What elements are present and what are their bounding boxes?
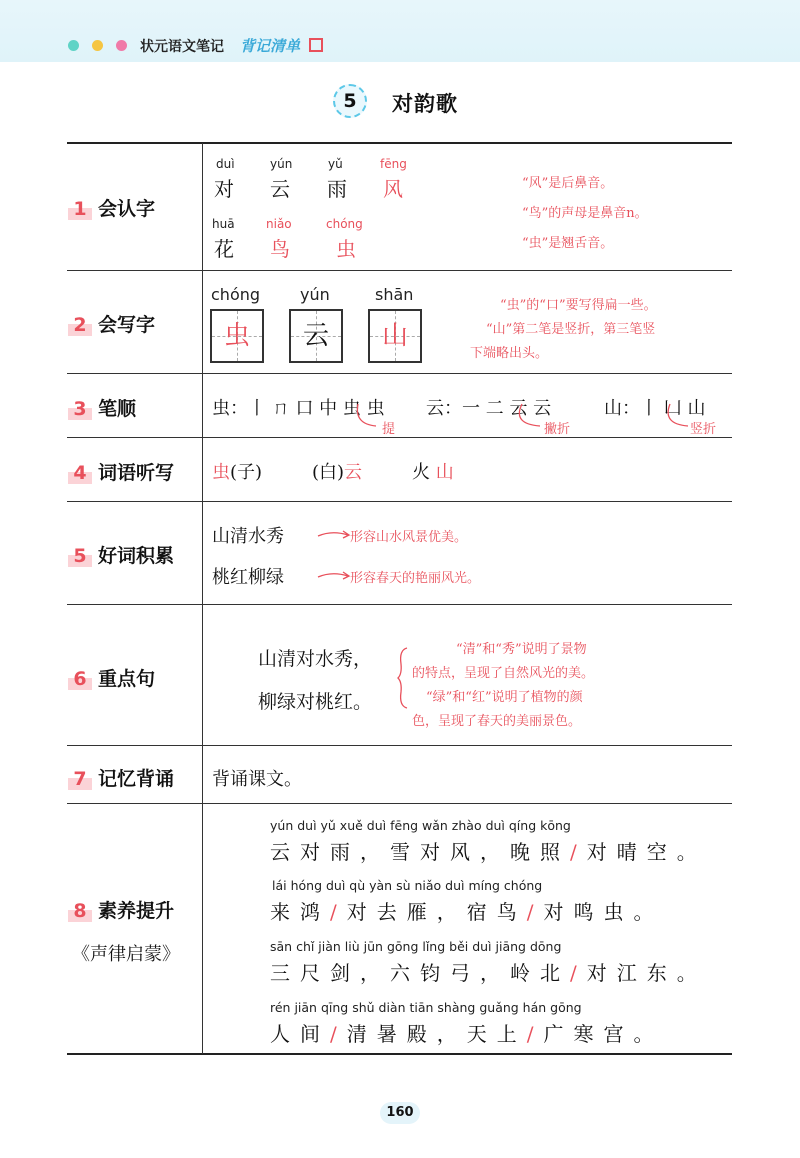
brand-title: 状元语文笔记 bbox=[140, 39, 224, 55]
table-bottom-border bbox=[67, 1053, 732, 1055]
pinyin: duì bbox=[216, 157, 235, 171]
writing-grid: 山 bbox=[368, 309, 422, 363]
pinyin: shān bbox=[375, 285, 414, 304]
checkbox-icon bbox=[309, 38, 323, 52]
section-sublabel: 《声律启蒙》 bbox=[72, 944, 180, 965]
poem-line: 三尺剑，六钧弓，岭北/对江东。 bbox=[270, 961, 707, 985]
section-label-good-words: 5 好词积累 bbox=[68, 541, 174, 568]
brace-icon bbox=[396, 646, 410, 710]
stroke-tip: 竖折 bbox=[690, 422, 717, 437]
dictation-word: (白)云 bbox=[312, 462, 363, 483]
key-sentence-note: “清”和“秀”说明了景物 bbox=[456, 642, 587, 657]
pinyin: fēng bbox=[380, 157, 407, 171]
dictation-word: 火 山 bbox=[412, 462, 454, 483]
section-label-recite: 7 记忆背诵 bbox=[68, 764, 174, 791]
section-label-stroke: 3 笔顺 bbox=[68, 394, 136, 421]
stroke-order-yun: 云：一 二 云 云 bbox=[426, 398, 552, 419]
pinyin: yún bbox=[300, 285, 330, 304]
row-divider bbox=[67, 270, 732, 271]
note: “虫”的“口”要写得扁一些。 bbox=[500, 298, 657, 313]
stroke-order-chong: 虫：丨 ㄇ 口 中 虫 虫 bbox=[212, 398, 385, 419]
key-sentence-line: 柳绿对桃红。 bbox=[258, 691, 373, 713]
arrow-icon bbox=[316, 528, 352, 542]
stroke-order-shan: 山：丨 凵 山 bbox=[604, 398, 706, 419]
pinyin: yún bbox=[270, 157, 293, 171]
poem-line: 人间/清暑殿，天上/广寒宫。 bbox=[270, 1022, 664, 1046]
pinyin: chóng bbox=[211, 285, 261, 304]
poem-pinyin: sān chǐ jiàn liù jūn gōng lǐng běi duì jiāng dōng bbox=[270, 939, 562, 954]
note: “鸟”的声母是鼻音n。 bbox=[522, 206, 648, 221]
writing-grid: 云 bbox=[289, 309, 343, 363]
recite-text: 背诵课文。 bbox=[212, 769, 302, 790]
hanzi: 雨 bbox=[327, 177, 347, 201]
hanzi: 云 bbox=[270, 177, 290, 201]
brand-subtitle: 背记清单 bbox=[240, 37, 301, 55]
note: “风”是后鼻音。 bbox=[522, 176, 614, 191]
poem-line: 云对雨，雪对风，晚照/对晴空。 bbox=[270, 840, 707, 864]
table-top-border bbox=[67, 142, 732, 144]
section-label-key-sentence: 6 重点句 bbox=[68, 664, 155, 691]
dot-icon bbox=[68, 40, 79, 51]
hanzi: 风 bbox=[383, 177, 403, 201]
good-word-note: 形容春天的艳丽风光。 bbox=[350, 571, 481, 586]
lesson-title: 对韵歌 bbox=[392, 92, 458, 116]
section-label-dictation: 4 词语听写 bbox=[68, 458, 174, 485]
row-divider bbox=[67, 745, 732, 746]
page-number: 160 bbox=[380, 1102, 420, 1124]
pinyin: huā bbox=[212, 217, 235, 231]
good-word: 桃红柳绿 bbox=[212, 567, 284, 588]
poem-line: 来鸿/对去雁，宿鸟/对鸣虫。 bbox=[270, 900, 664, 924]
key-sentence-line: 山清对水秀， bbox=[258, 648, 373, 670]
good-word-note: 形容山水风景优美。 bbox=[350, 530, 468, 545]
note: “山”第二笔是竖折，第三笔竖 bbox=[486, 322, 656, 337]
row-divider bbox=[67, 604, 732, 605]
pinyin: chóng bbox=[326, 217, 363, 231]
good-word: 山清水秀 bbox=[212, 526, 284, 547]
row-divider bbox=[67, 437, 732, 438]
pinyin: niǎo bbox=[266, 217, 292, 231]
key-sentence-note: 色，呈现了春天的美丽景色。 bbox=[412, 714, 582, 729]
header-bar bbox=[0, 0, 800, 62]
pinyin: yǔ bbox=[328, 157, 343, 171]
key-sentence-note: 的特点，呈现了自然风光的美。 bbox=[412, 666, 595, 681]
row-divider bbox=[67, 373, 732, 374]
lesson-number: 5 bbox=[333, 84, 367, 118]
dot-icon bbox=[116, 40, 127, 51]
key-sentence-note: “绿”和“红”说明了植物的颜 bbox=[426, 690, 583, 705]
hanzi: 花 bbox=[214, 237, 234, 261]
poem-pinyin: rén jiān qīng shǔ diàn tiān shàng guǎng hán gōng bbox=[270, 1000, 582, 1015]
poem-pinyin: yún duì yǔ xuě duì fēng wǎn zhào duì qíng kōng bbox=[270, 818, 571, 833]
stroke-tip: 提 bbox=[382, 422, 396, 437]
writing-grid: 虫 bbox=[210, 309, 264, 363]
dictation-word: 虫(子) bbox=[212, 462, 263, 483]
hanzi: 对 bbox=[214, 177, 234, 201]
poem-pinyin: lái hóng duì qù yàn sù niǎo duì míng chóng bbox=[272, 878, 543, 893]
note: “虫”是翘舌音。 bbox=[522, 236, 614, 251]
hanzi: 鸟 bbox=[270, 237, 290, 261]
dot-icon bbox=[92, 40, 103, 51]
arrow-icon bbox=[316, 569, 352, 583]
section-label-literacy: 8 素养提升 bbox=[68, 896, 174, 923]
column-divider bbox=[202, 143, 203, 1054]
row-divider bbox=[67, 803, 732, 804]
section-label-write: 2 会写字 bbox=[68, 310, 155, 337]
row-divider bbox=[67, 501, 732, 502]
hanzi: 虫 bbox=[336, 237, 356, 261]
stroke-tip: 撇折 bbox=[544, 422, 571, 437]
section-label-recognize: 1 会认字 bbox=[68, 194, 155, 221]
note: 下端略出头。 bbox=[470, 346, 549, 361]
